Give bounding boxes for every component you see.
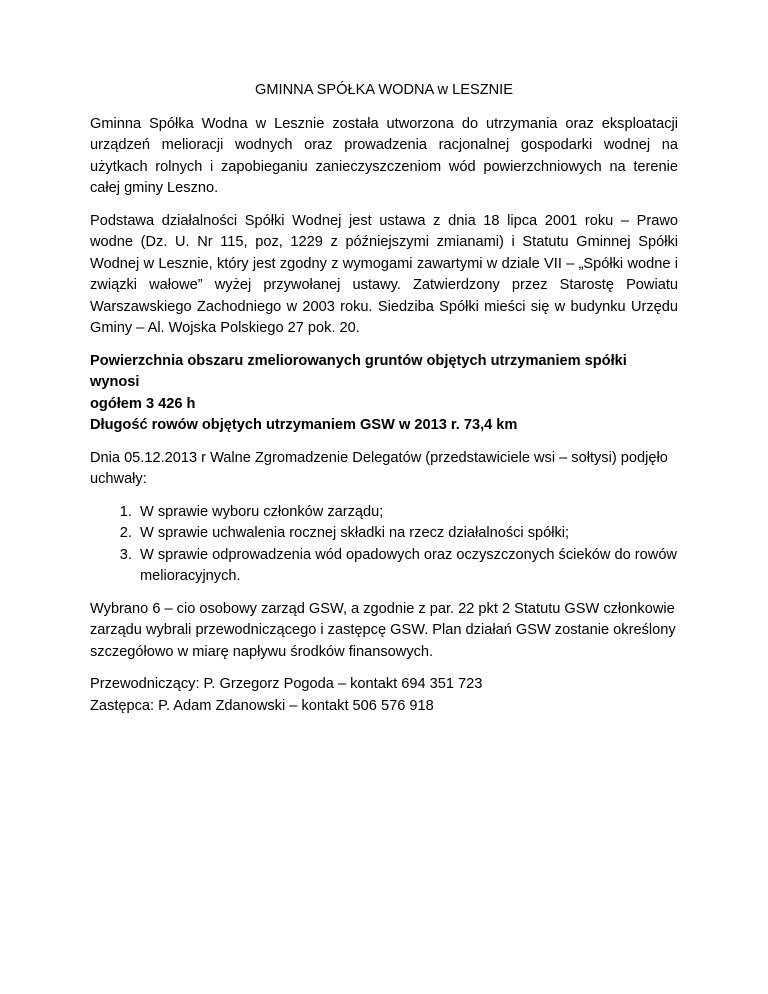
chair-contact: Przewodniczący: P. Grzegorz Pogoda – kontakt 694 351 723	[90, 676, 483, 692]
deputy-contact: Zastępca: P. Adam Zdanowski – kontakt 506 576 918	[90, 697, 434, 714]
contacts-block	[90, 674, 678, 717]
document-page	[90, 80, 678, 728]
resolutions-list	[90, 502, 678, 588]
area-stat-line1: Powierzchnia obszaru zmeliorowanych gruntów objętych utrzymaniem spółki wynosi	[90, 352, 627, 390]
board-paragraph: Wybrano 6 – cio osobowy zarząd GSW, a zgodnie z par. 22 pkt 2 Statutu GSW członkowie zarządu wybrali przewodniczącego i zastępcę GSW. Plan działań GSW zostanie określony szczegółowo w miarę napływu środków finansowych.	[90, 600, 676, 660]
page-title: GMINNA SPÓŁKA WODNA w LESZNIE	[255, 82, 513, 98]
meeting-paragraph: Dnia 05.12.2013 r Walne Zgromadzenie Delegatów (przedstawiciele wsi – sołtysi) podjęło uchwały:	[90, 449, 668, 487]
list-item: 2. W sprawie uchwalenia rocznej składki na rzecz działalności spółki;	[136, 523, 678, 545]
ditches-stat: Długość rowów objętych utrzymaniem GSW w 2013 r. 73,4 km	[90, 417, 518, 433]
list-item: 1. W sprawie wyboru członków zarządu;	[136, 502, 678, 524]
area-stat-line2: ogółem 3 426 h	[90, 395, 196, 412]
basis-paragraph: Podstawa działalności Spółki Wodnej jest ustawa z dnia 18 lipca 2001 roku – Prawo wodne (Dz. U. Nr 115, poz, 1229 z późniejszymi zmianami) i Statutu Gminnej Spółki Wodnej w Lesznie, który jest zgodny z wymogami zawartymi w dziale VII – „Spółki wodne i związki wałowe” wyżej przywołanej ustawy. Zatwierdzony przez Starostę Powiatu Warszawskiego Zachodniego w 2003 roku. Siedziba Spółki mieści się w budynku Urzędu Gminy – Al. Wojska Polskiego 27 pok. 20.	[90, 212, 678, 336]
stats-block	[90, 351, 678, 437]
list-item: 3. W sprawie odprowadzenia wód opadowych oraz oczyszczonych ścieków do rowów melioracyjnych.	[136, 545, 678, 588]
intro-paragraph: Gminna Spółka Wodna w Lesznie została utworzona do utrzymania oraz eksploatacji urządzeń melioracji wodnych oraz prowadzenia racjonalnej gospodarki wodnej na użytkach rolnych i zapobieganiu zanieczyszczeniom wód powierzchniowych na terenie całej gminy Leszno.	[90, 115, 678, 196]
